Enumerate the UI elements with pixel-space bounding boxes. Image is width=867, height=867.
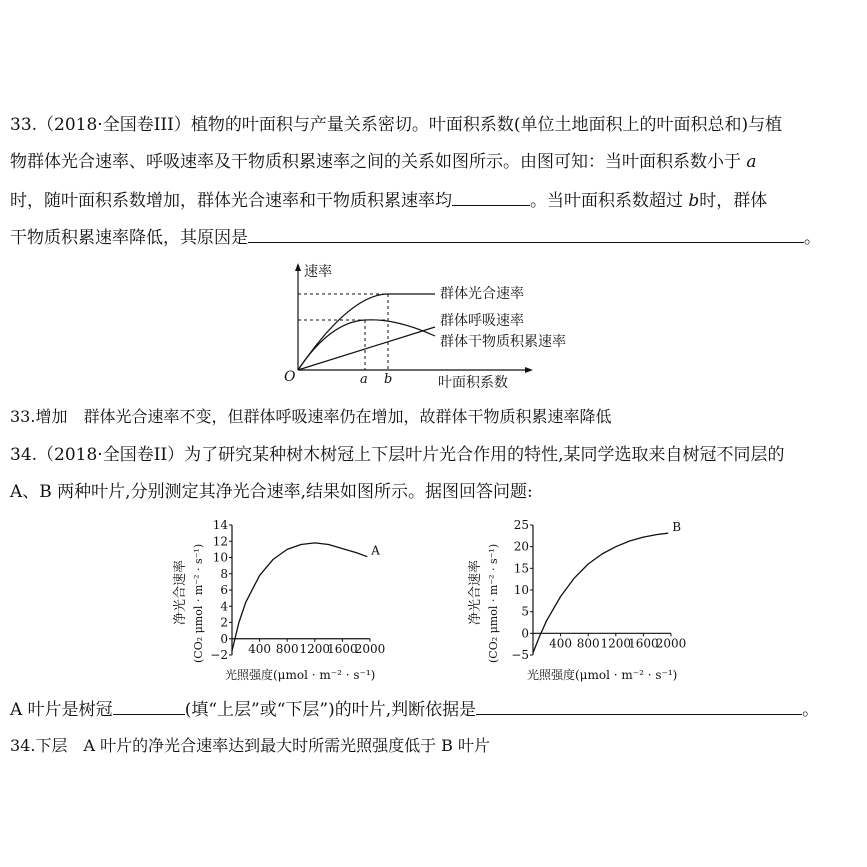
chart-a-y-tick-label: 2 [220, 615, 228, 630]
origin-label: O [284, 369, 296, 385]
x-axis-arrow [525, 367, 533, 373]
q33-line-2: 物群体光合速率、呼吸速率及干物质积累速率之间的关系如图所示。由图可知：当叶面积系数小于 a [10, 152, 757, 172]
y-axis-arrow [295, 263, 301, 271]
chart-a-y-tick-label: 14 [212, 518, 228, 532]
chart-a-xlabel: 光照强度(μmol · m⁻² · s⁻¹) [225, 668, 376, 682]
chart-a-series-label: A [371, 543, 380, 558]
chart-b-y-tick-label: 0 [521, 626, 529, 641]
label-dry-matter: 群体干物质积累速率 [440, 334, 566, 350]
chart-b-x-tick-label: 400 [549, 636, 573, 651]
x-axis-label: 叶面积系数 [438, 375, 508, 391]
chart-b-x-tick-label: 1600 [628, 636, 659, 651]
chart-a-y-tick-label: 8 [220, 566, 228, 581]
q33-answer: 33.增加 群体光合速率不变，但群体呼吸速率仍在增加，故群体干物质积累速率降低 [10, 407, 612, 426]
chart-b-x-tick-label: 1200 [600, 636, 632, 651]
q34-line-3: A 叶片是树冠 (填“上层”或“下层”)的叶片,判断依据是 。 [10, 700, 820, 720]
figure-33 [270, 260, 610, 392]
chart-b-ylabel-unit: (CO₂ μmol · m⁻² · s⁻¹) [487, 543, 500, 663]
var-b: b [688, 191, 700, 211]
chart-b-y-tick-label: 20 [513, 539, 529, 554]
answer-blank-4[interactable] [476, 698, 802, 715]
label-photosynthesis: 群体光合速率 [440, 286, 524, 302]
chart-b-series-label: B [672, 520, 682, 535]
chart-a-y-tick-label: −2 [210, 648, 228, 662]
chart-a-y-tick-label: 4 [220, 599, 228, 614]
chart-a-y-tick-label: 6 [220, 583, 228, 597]
chart-a-y-tick-label: 0 [220, 631, 228, 646]
answer-blank-3[interactable] [113, 698, 185, 715]
q33-line-1: 33.（2018·全国卷III）植物的叶面积与产量关系密切。叶面积系数(单位土地面积上的叶面积总和)与植 [10, 115, 783, 135]
chart-a-x-tick-label: 1200 [299, 641, 331, 656]
answer-blank-2[interactable] [248, 226, 804, 243]
q34-answer: 34.下层 A 叶片的净光合速率达到最大时所需光照强度低于 B 叶片 [10, 736, 491, 755]
y-axis-label: 速率 [304, 264, 332, 280]
chart-a-x-tick-label: 400 [248, 641, 272, 656]
chart-a [170, 515, 410, 685]
chart-a-y-tick-label: 12 [212, 534, 228, 549]
chart-a-x-tick-label: 800 [275, 641, 299, 656]
chart-b-xlabel: 光照强度(μmol · m⁻² · s⁻¹) [527, 668, 678, 682]
chart-a-x-tick-label: 2000 [354, 641, 386, 656]
var-a: a [746, 152, 757, 172]
q33-line-3: 时，随叶面积系数增加，群体光合速率和干物质积累速率均 。当叶面积系数超过 b时，群体 [10, 191, 768, 211]
chart-b-y-tick-label: 25 [513, 518, 529, 532]
q34-line-2: A、B 两种叶片,分别测定其净光合速率,结果如图所示。据图回答问题: [10, 482, 533, 502]
chart-b-y-tick-label: 10 [513, 583, 529, 597]
tick-a: a [360, 372, 368, 387]
q34-line-1: 34.（2018·全国卷II）为了研究某种树木树冠上下层叶片光合作用的特性,某同学选取来自树冠不同层的 [10, 445, 785, 465]
curve-photosynthesis [298, 294, 435, 370]
chart-a-y-tick-label: 10 [212, 550, 228, 565]
chart-a-x-tick-label: 1600 [327, 641, 358, 656]
chart-b-y-tick-label: −5 [511, 648, 529, 662]
curve-dry-matter [298, 320, 435, 370]
chart-b-series-line [533, 533, 668, 653]
answer-blank-1[interactable] [452, 189, 530, 206]
chart-b [465, 515, 705, 685]
label-respiration: 群体呼吸速率 [440, 313, 524, 329]
chart-a-ylabel-unit: (CO₂ μmol · m⁻² · s⁻¹) [192, 543, 205, 663]
chart-a-series-line [232, 543, 367, 651]
tick-b: b [384, 372, 393, 387]
chart-b-y-tick-label: 15 [513, 561, 529, 576]
chart-a-ylabel-main: 净光合速率 [173, 559, 188, 625]
chart-b-x-tick-label: 800 [576, 636, 600, 651]
q33-line-4: 干物质积累速率降低，其原因是 。 [10, 228, 821, 248]
chart-b-x-tick-label: 2000 [655, 636, 687, 651]
chart-b-y-tick-label: 5 [521, 604, 529, 619]
chart-b-ylabel-main: 净光合速率 [468, 559, 483, 625]
curve-respiration [298, 327, 435, 370]
